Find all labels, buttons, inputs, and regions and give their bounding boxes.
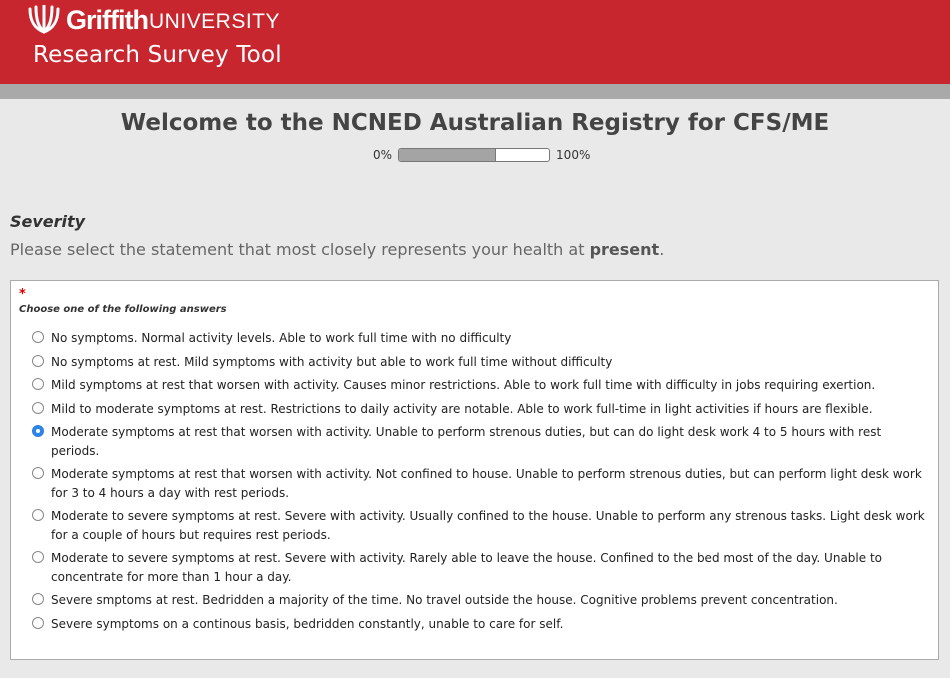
question-text [10, 240, 664, 259]
radio-button[interactable] [32, 331, 44, 343]
required-marker: * [19, 287, 26, 302]
radio-button[interactable] [32, 467, 44, 479]
answer-hint: Choose one of the following answers [19, 304, 227, 315]
radio-button[interactable] [32, 425, 44, 437]
griffith-crest-icon [26, 5, 62, 35]
radio-button[interactable] [32, 509, 44, 521]
question-text-end: . [659, 240, 665, 259]
question-text-start: Please select the statement that most closely represents your health at [10, 240, 590, 259]
option-label: Moderate to severe symptoms at rest. Severe with activity. Usually confined to the house. Unable to perform any strenous tasks. Light desk work for a couple of hours but requires rest periods. [51, 509, 925, 542]
answer-option[interactable] [32, 549, 932, 586]
answer-option[interactable] [32, 353, 932, 372]
answer-option[interactable] [32, 615, 932, 634]
radio-button[interactable] [32, 617, 44, 629]
app-title: Research Survey Tool [33, 42, 282, 68]
radio-button[interactable] [32, 355, 44, 367]
answer-options [32, 329, 932, 638]
progress-min-label: 0% [373, 148, 393, 162]
option-label: Severe smptoms at rest. Bedridden a majority of the time. No travel outside the house. Cognitive problems prevent concentration. [51, 593, 838, 607]
answer-option[interactable] [32, 507, 932, 544]
survey-progress [373, 148, 590, 162]
progress-fill [399, 149, 496, 161]
option-label: No symptoms at rest. Mild symptoms with activity but able to work full time without difficulty [51, 354, 613, 369]
radio-button[interactable] [32, 402, 44, 414]
option-label: No symptoms. Normal activity levels. Able to work full time with no difficulty [51, 331, 512, 345]
answer-option[interactable] [32, 376, 932, 395]
header [0, 0, 950, 84]
progress-bar [398, 148, 550, 162]
answer-option[interactable] [32, 329, 932, 348]
answer-panel [10, 280, 939, 660]
header-divider [0, 84, 950, 99]
brand-subtitle: UNIVERSITY [148, 9, 281, 33]
answer-option[interactable] [32, 400, 932, 419]
option-label: Moderate symptoms at rest that worsen with activity. Unable to perform strenous duties, but can do light desk work 4 to 5 hours with rest periods. [51, 425, 882, 458]
question-text-emphasis: present [589, 240, 660, 259]
answer-option[interactable] [32, 465, 932, 502]
answer-option[interactable] [32, 591, 932, 610]
section-title: Severity [10, 212, 86, 231]
radio-button[interactable] [32, 593, 44, 605]
answer-option[interactable] [32, 423, 932, 460]
option-label: Moderate symptoms at rest that worsen with activity. Not confined to house. Unable to perform strenous duties, but can perform light desk work for 3 to 4 hours a day with rest periods. [51, 467, 922, 500]
brand-name: Griffith [66, 4, 148, 35]
page-title: Welcome to the NCNED Australian Registry for CFS/ME [120, 110, 830, 136]
radio-button[interactable] [32, 378, 44, 390]
option-label: Severe symptoms on a continous basis, bedridden constantly, unable to care for self. [51, 616, 564, 631]
radio-button[interactable] [32, 551, 44, 563]
option-label: Moderate to severe symptoms at rest. Severe with activity. Rarely able to leave the house. Confined to the bed most of the day. Unable to concentrate for more than 1 hour a day. [51, 551, 882, 584]
option-label: Mild to moderate symptoms at rest. Restrictions to daily activity are notable. Able to work full-time in light activities if hours are flexible. [51, 401, 873, 416]
option-label: Mild symptoms at rest that worsen with activity. Causes minor restrictions. Able to work full time with difficulty in jobs requiring exertion. [51, 378, 876, 392]
progress-max-label: 100% [556, 148, 591, 162]
university-logo[interactable] [26, 4, 280, 36]
